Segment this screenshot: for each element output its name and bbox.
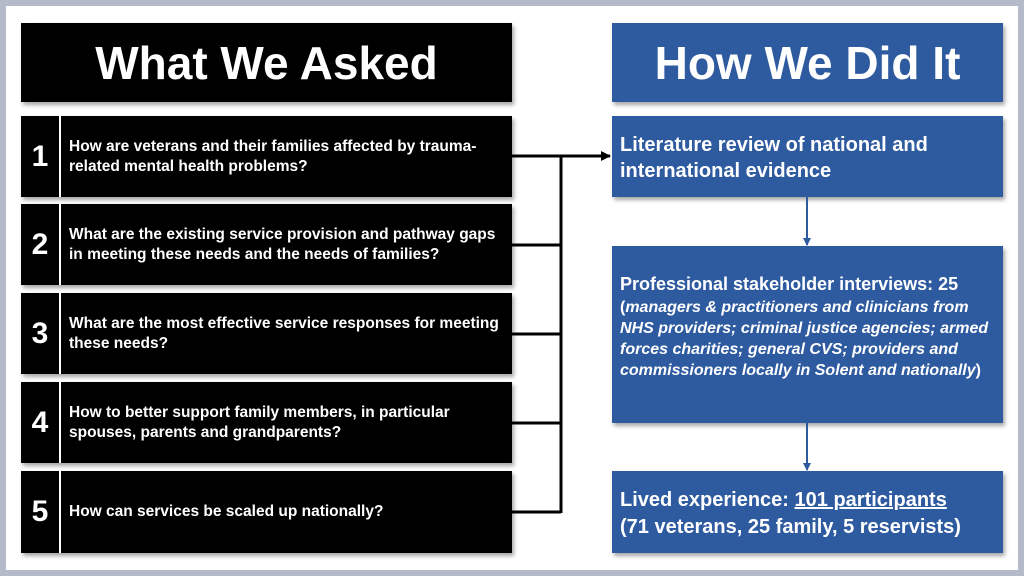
question-text-4: How to better support family members, in particular spouses, parents and grandparents?	[69, 403, 450, 441]
how-we-did-it-header: How We Did It	[612, 23, 1003, 102]
question-number-3: 3	[21, 293, 61, 374]
connector-lines	[6, 6, 1018, 570]
question-number-5: 5	[21, 471, 61, 553]
what-we-asked-header: What We Asked	[21, 23, 512, 102]
lived-experience-count: 101 participants	[794, 489, 947, 511]
detail-close-paren: )	[975, 362, 981, 379]
question-text-5: How can services be scaled up nationally?	[69, 503, 384, 520]
stakeholder-list: managers & practitioners and clinicians from NHS providers; criminal justice agencies; armed forces charities; general CVS; providers and commissioners locally in Solent and nationally	[620, 299, 989, 379]
detail-open-paren: (	[620, 299, 626, 316]
lived-experience-breakdown: (71 veterans, 25 family, 5 reservists)	[620, 516, 961, 538]
question-text-3: What are the most effective service responses for meeting these needs?	[69, 314, 499, 352]
question-number-1: 1	[21, 116, 61, 197]
question-number-2: 2	[21, 204, 61, 285]
lived-experience-label: Lived experience:	[620, 489, 795, 511]
literature-review-text: Literature review of national and international evidence	[620, 134, 928, 182]
stakeholder-interviews-heading: Professional stakeholder interviews: 25	[620, 274, 959, 294]
question-text-1: How are veterans and their families affected by trauma-related mental health problems?	[69, 137, 477, 175]
question-number-4: 4	[21, 382, 61, 463]
question-text-2: What are the existing service provision and pathway gaps in meeting these needs and the needs of families?	[69, 225, 496, 263]
